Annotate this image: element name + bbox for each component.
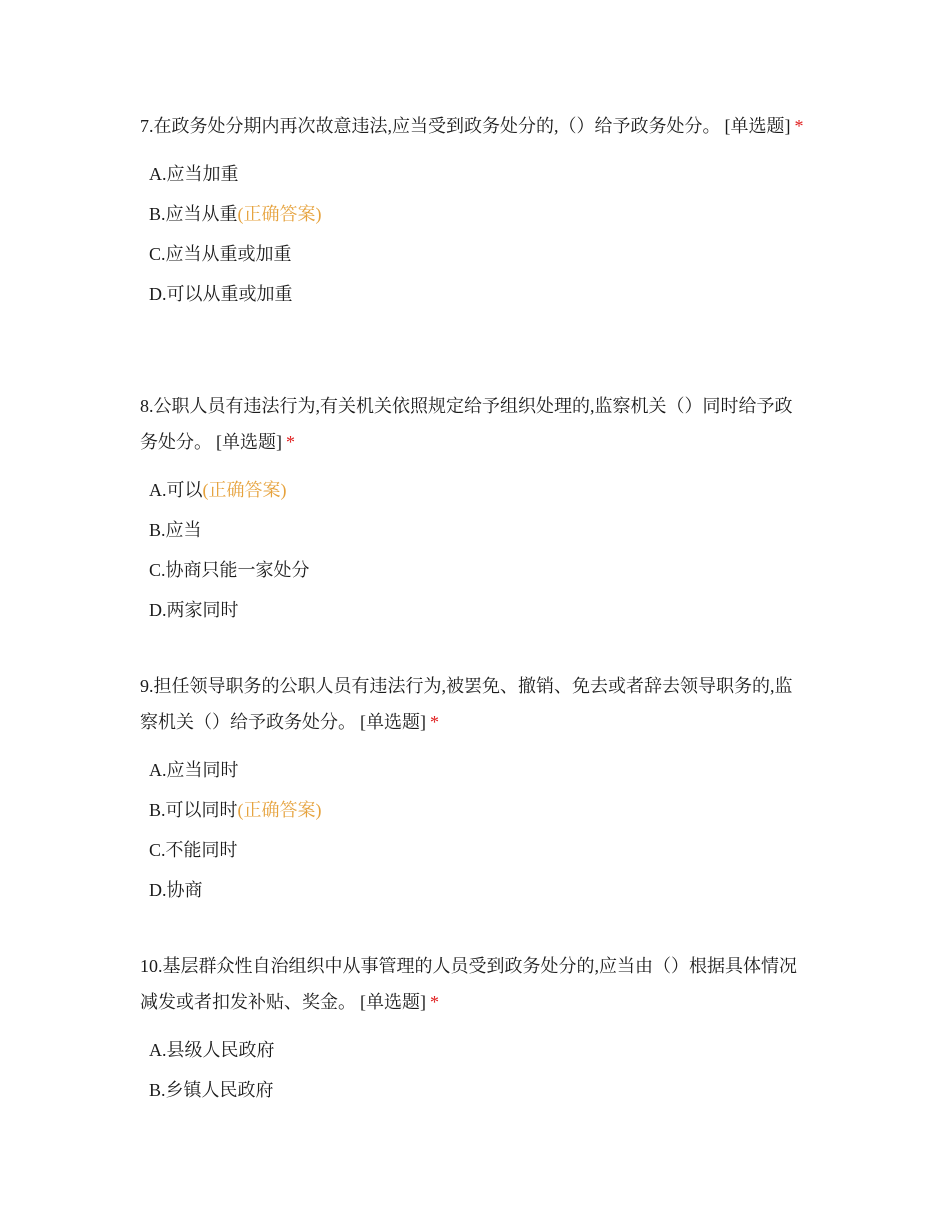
option-label: A.县级人民政府	[149, 1040, 275, 1060]
option-b[interactable]	[149, 790, 810, 830]
required-mark: *	[286, 432, 295, 452]
required-mark: *	[430, 712, 439, 732]
option-list	[140, 1030, 810, 1110]
option-d[interactable]	[149, 274, 810, 314]
question-text	[140, 668, 810, 740]
option-label: D.协商	[149, 880, 203, 900]
question-10	[140, 948, 810, 1110]
option-list	[140, 154, 810, 314]
option-a[interactable]	[149, 1030, 810, 1070]
option-c[interactable]	[149, 830, 810, 870]
question-text	[140, 388, 810, 460]
question-text	[140, 948, 810, 1020]
option-a[interactable]	[149, 750, 810, 790]
option-label: A.应当同时	[149, 760, 239, 780]
question-stem: 8.公职人员有违法行为,有关机关依照规定给予组织处理的,监察机关（）同时给予政务处分。	[140, 396, 793, 452]
question-8	[140, 388, 810, 630]
option-d[interactable]	[149, 590, 810, 630]
option-a[interactable]	[149, 470, 810, 510]
question-type-label: [单选题]	[360, 712, 426, 732]
question-stem: 9.担任领导职务的公职人员有违法行为,被罢免、撤销、免去或者辞去领导职务的,监察机关（）给予政务处分。	[140, 676, 793, 732]
option-c[interactable]	[149, 550, 810, 590]
option-label: B.可以同时	[149, 800, 238, 820]
correct-answer-mark: (正确答案)	[202, 480, 287, 500]
option-b[interactable]	[149, 1070, 810, 1110]
question-9	[140, 668, 810, 910]
correct-answer-mark: (正确答案)	[237, 204, 322, 224]
option-list	[140, 470, 810, 630]
question-7	[140, 108, 810, 314]
question-stem: 10.基层群众性自治组织中从事管理的人员受到政务处分的,应当由（）根据具体情况减发或者扣发补贴、奖金。	[140, 956, 797, 1012]
option-label: B.乡镇人民政府	[149, 1080, 274, 1100]
option-list	[140, 750, 810, 910]
option-label: C.应当从重或加重	[149, 244, 292, 264]
option-label: A.应当加重	[149, 164, 239, 184]
option-label: A.可以	[149, 480, 203, 500]
option-label: D.可以从重或加重	[149, 284, 293, 304]
option-label: C.协商只能一家处分	[149, 560, 310, 580]
option-a[interactable]	[149, 154, 810, 194]
option-b[interactable]	[149, 194, 810, 234]
option-label: D.两家同时	[149, 600, 239, 620]
required-mark: *	[430, 992, 439, 1012]
question-text	[140, 108, 810, 144]
question-type-label: [单选题]	[360, 992, 426, 1012]
option-label: B.应当从重	[149, 204, 238, 224]
question-type-label: [单选题]	[724, 116, 791, 136]
option-c[interactable]	[149, 234, 810, 274]
option-label: B.应当	[149, 520, 202, 540]
option-b[interactable]	[149, 510, 810, 550]
question-stem: 7.在政务处分期内再次故意违法,应当受到政务处分的,（）给予政务处分。	[140, 116, 721, 136]
option-label: C.不能同时	[149, 840, 238, 860]
question-type-label: [单选题]	[216, 432, 282, 452]
correct-answer-mark: (正确答案)	[237, 800, 322, 820]
required-mark: *	[794, 116, 804, 136]
option-d[interactable]	[149, 870, 810, 910]
